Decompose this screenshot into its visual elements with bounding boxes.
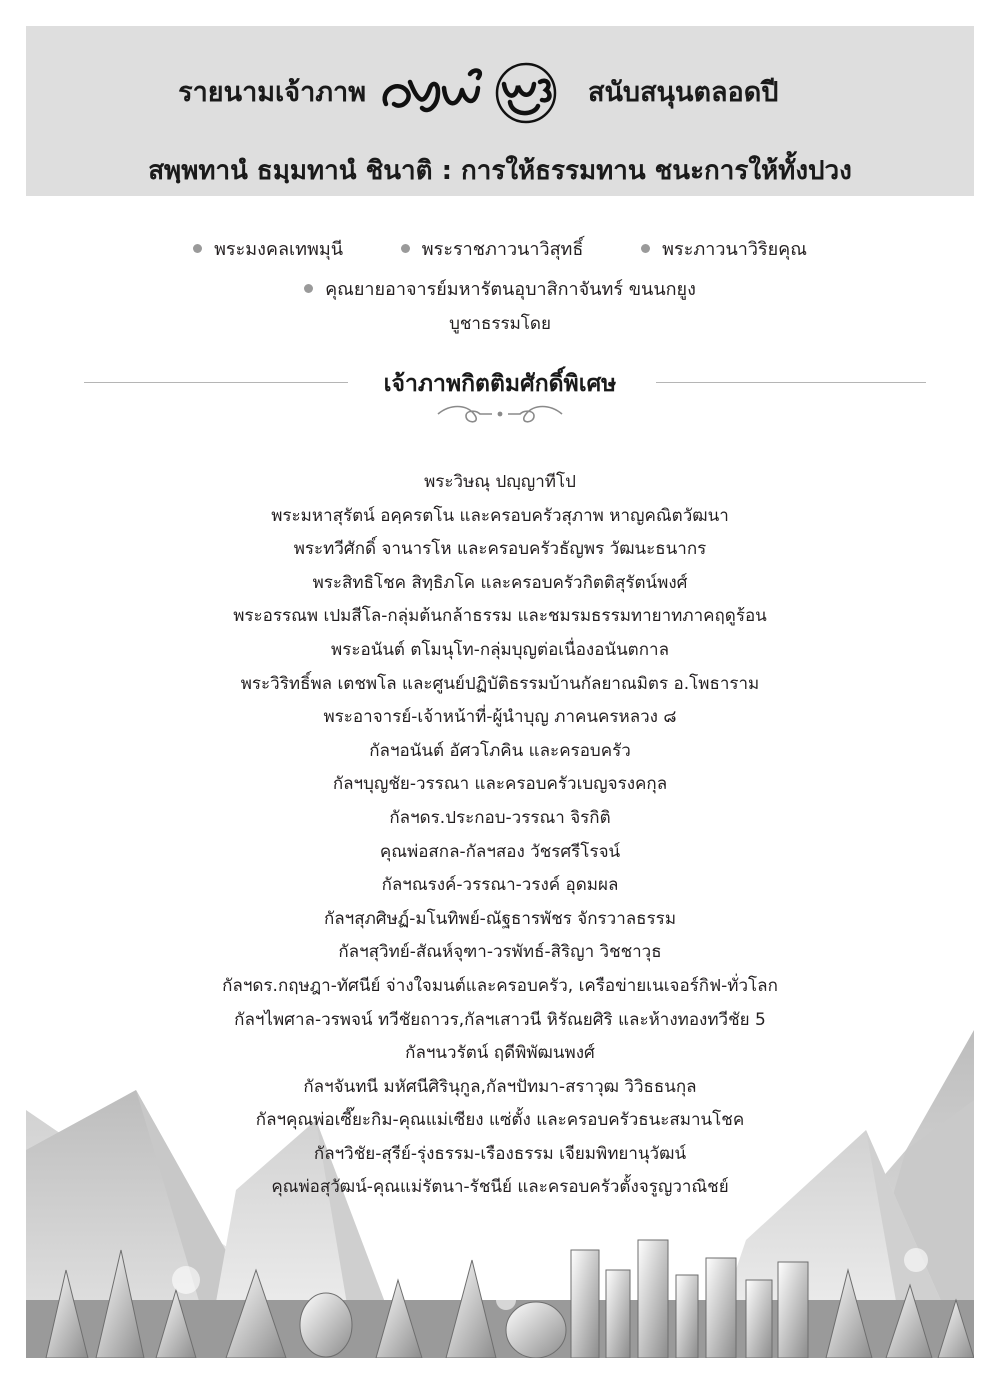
patrons-row-2 — [0, 274, 1000, 303]
patron-name: คุณยายอาจารย์มหารัตนอุบาสิกาจันทร์ ขนนกยูง — [325, 279, 696, 300]
header-title-row — [26, 62, 974, 122]
list-item: กัลฯนวรัตน์ ฤดีพิพัฒนพงศ์ — [405, 1043, 595, 1064]
list-item: พระวิริทธิ์พล เตชพโล และศูนย์ปฏิบัติธรรมบ้านกัลยาณมิตร อ.โพธาราม — [240, 673, 760, 694]
list-item: กัลฯจันทนี มหัศนีศิรินุกูล,กัลฯปัทมา-สราวุฒ วิวิธธนกุล — [303, 1076, 697, 1097]
list-item: คุณพ่อสุวัฒน์-คุณแม่รัตนา-รัชนีย์ และครอบครัวตั้งจรูญวาณิชย์ — [271, 1177, 729, 1198]
list-item: พระอรรณพ เปมสีโล-กลุ่มต้นกล้าธรรม และชมรมธรรมทายาทภาคฤดูร้อน — [233, 606, 767, 627]
list-item: กัลฯดร.ประกอบ-วรรณา จิรกิติ — [389, 807, 611, 828]
bullet-dot-icon — [193, 244, 202, 253]
flourish-ornament-icon — [430, 402, 570, 426]
patron-item — [641, 234, 807, 263]
patron-name: พระมงคลเทพมุนี — [214, 239, 344, 260]
list-item: กัลฯสุวิทย์-สัณห์จุฑา-วรพัทธ์-สิริญา วิชชาวุธ — [338, 942, 662, 963]
header-title-left: รายนามเจ้าภาพ — [178, 77, 366, 108]
list-item: พระสิทธิโชค สิทฺธิภโค และครอบครัวกิตติสุรัตน์พงศ์ — [312, 572, 688, 593]
list-item: คุณพ่อสกล-กัลฯสอง วัชรศรีโรจน์ — [379, 841, 621, 862]
list-item: กัลฯณรงค์-วรรณา-วรงค์ อุดมผล — [381, 875, 619, 896]
bullet-dot-icon — [304, 284, 313, 293]
dedication-text: บูชาธรรมโดย — [449, 314, 551, 334]
patron-item — [401, 234, 584, 263]
list-item: กัลฯอนันต์ อัศวโภคิน และครอบครัว — [369, 740, 631, 761]
list-item: พระมหาสุรัตน์ อคฺครตโน และครอบครัวสุภาพ หาญคณิตวัฒนา — [271, 505, 729, 526]
patron-name: พระภาวนาวิริยคุณ — [662, 239, 807, 260]
section-title: เจ้าภาพกิตติมศักดิ์พิเศษ — [383, 371, 617, 397]
header-band — [26, 26, 974, 196]
list-item: กัลฯไพศาล-วรพจน์ ทวีชัยถาวร,กัลฯเสาวนี หิรัณยศิริ และห้างทองทวีชัย 5 — [234, 1009, 766, 1030]
list-item: พระทวีศักดิ์ จานารโห และครอบครัวธัญพร วัฒนะธนากร — [293, 539, 707, 560]
patron-item — [304, 274, 696, 303]
list-item: พระอนันต์ ตโมนุโท-กลุ่มบุญต่อเนื่องอนันตกาล — [331, 639, 669, 660]
sponsor-list — [0, 466, 1000, 1205]
ayu-nai-boon-logo — [366, 62, 576, 124]
patron-name: พระราชภาวนาวิสุทธิ์ — [421, 239, 584, 260]
list-item: พระวิษณุ ปญฺญาทีโป — [424, 472, 576, 492]
bullet-dot-icon — [401, 244, 410, 253]
patron-item — [193, 234, 343, 263]
list-item: กัลฯวิชัย-สุรีย์-รุ่งธรรม-เรืองธรรม เจียมพิทยานุวัฒน์ — [313, 1143, 687, 1164]
list-item: พระอาจารย์-เจ้าหน้าที่-ผู้นำบุญ ภาคนครหลวง ๘ — [323, 707, 677, 728]
list-item: กัลฯบุญชัย-วรรณา และครอบครัวเบญจรงคกุล — [332, 774, 668, 795]
list-item: กัลฯดร.กฤษฎา-ทัศนีย์ จ่างใจมนต์และครอบครัว, เครือข่ายเนเจอร์กิฟ-ทั่วโลก — [222, 975, 778, 996]
header-title-right: สนับสนุนตลอดปี — [588, 77, 779, 108]
list-item: กัลฯสุภศิษฏ์-มโนทิพย์-ณัฐธารพัชร จักรวาลธรรม — [323, 908, 677, 929]
bullet-dot-icon — [641, 244, 650, 253]
header-subtitle: สพฺพทานํ ธมฺมทานํ ชินาติ : การให้ธรรมทาน ชนะการให้ทั้งปวง — [148, 156, 852, 186]
patrons-row-1 — [0, 234, 1000, 263]
list-item: กัลฯคุณพ่อเซี๊ยะกิม-คุณแม่เซียง แซ่ตั้ง และครอบครัวธนะสมานโชค — [255, 1110, 745, 1131]
